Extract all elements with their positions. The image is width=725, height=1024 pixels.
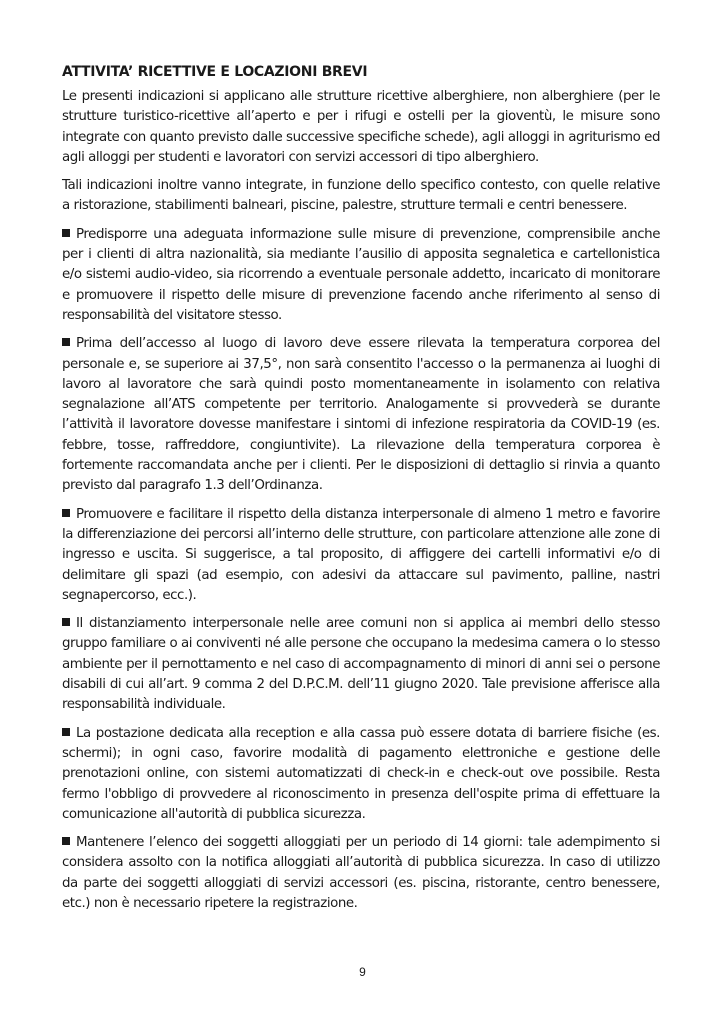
bullet-item — [62, 505, 660, 606]
bullet-text: Mantenere l’elenco dei soggetti alloggiati per un periodo di 14 giorni: tale adempimento si considera assolto con la notifica alloggiati all’autorità di pubblica sicurezza. In caso di utilizzo da parte dei soggetti alloggiati di servizi accessori (es. piscina, ristorante, centro benessere, etc.) non è necessario ripetere la registrazione. — [62, 835, 660, 911]
document-page — [62, 62, 660, 922]
square-bullet-icon — [62, 509, 70, 517]
bullet-item — [62, 833, 660, 914]
bullet-item — [62, 724, 660, 825]
intro-paragraph: Le presenti indicazioni si applicano alle strutture ricettive alberghiere, non alberghiere (per le strutture turistico-ricettive all’aperto e per i rifugi e ostelli per la gioventù, le misure sono integrate con quanto previsto dalle successive specifiche schede), agli alloggi in agriturismo ed agli alloggi per studenti e lavoratori con servizi accessori di tipo alberghiero. — [62, 89, 661, 165]
bullet-text: Promuovere e facilitare il rispetto della distanza interpersonale di almeno 1 metro e favorire la differenziazione dei percorsi all’interno delle strutture, con particolare attenzione alle zone di ingresso e uscita. Si suggerisce, a tal proposito, di affiggere dei cartelli informativi e/o di delimitare gli spazi (ad esempio, con adesivi da attaccare sul pavimento, palline, nastri segnapercorso, ecc.). — [62, 506, 660, 603]
square-bullet-icon — [62, 229, 70, 237]
square-bullet-icon — [62, 728, 70, 736]
square-bullet-icon — [62, 837, 70, 845]
square-bullet-icon — [62, 618, 70, 626]
bullet-text: Predisporre una adeguata informazione sulle misure di prevenzione, comprensibile anche per i clienti di altra nazionalità, sia mediante l’ausilio di apposita segnaletica e cartellonistica e/o sistemi audio-video, sia ricorrendo a eventuale personale addetto, incaricato di monitorare e promuovere il rispetto delle misure di prevenzione facendo anche riferimento al senso di responsabilità del visitatore stesso. — [62, 226, 660, 323]
bullet-text: La postazione dedicata alla reception e alla cassa può essere dotata di barriere fisiche (es. schermi); in ogni caso, favorire modalità di pagamento elettroniche e gestione delle prenotazioni online, con sistemi automatizzati di check-in e check-out ove possibile. Resta fermo l'obbligo di provvedere al riconoscimento in presenza dell'ospite prima di effettuare la comunicazione all'autorità di pubblica sicurezza. — [62, 725, 660, 822]
bullet-item — [62, 614, 660, 715]
section-heading: ATTIVITA’ RICETTIVE E LOCAZIONI BREVI — [62, 64, 368, 80]
bullet-text: Il distanziamento interpersonale nelle aree comuni non si applica ai membri dello stesso gruppo familiare o ai conviventi né alle persone che occupano la medesima camera o lo stesso ambiente per il pernottamento e nel caso di accompagnamento di minori di anni sei o persone disabili di cui all’art. 9 comma 2 del D.P.C.M. dell’11 giugno 2020. Tale previsione afferisce alla responsabilità individuale. — [62, 616, 660, 713]
bullet-item — [62, 334, 660, 496]
bullet-text: Prima dell’accesso al luogo di lavoro deve essere rilevata la temperatura corporea del personale e, se superiore ai 37,5°, non sarà consentito l'accesso o la permanenza ai luoghi di lavoro al lavoratore che sarà quindi posto momentaneamente in isolamento con relativa segnalazione all’ATS competente per territorio. Analogamente si provvederà se durante l’attività il lavoratore dovesse manifestare i sintomi di infezione respiratoria da COVID-19 (es. febbre, tosse, raffreddore, congiuntivite). La rilevazione della temperatura corporea è fortemente raccomandata anche per i clienti. Per le disposizioni di dettaglio si rinvia a quanto previsto dal paragrafo 1.3 dell’Ordinanza. — [62, 336, 660, 494]
page-number: 9 — [359, 965, 366, 979]
square-bullet-icon — [62, 338, 70, 346]
intro-paragraph: Tali indicazioni inoltre vanno integrate, in funzione dello specifico contesto, con quelle relative a ristorazione, stabilimenti balneari, piscine, palestre, strutture termali e centri benessere. — [62, 178, 660, 214]
bullet-item — [62, 225, 660, 326]
